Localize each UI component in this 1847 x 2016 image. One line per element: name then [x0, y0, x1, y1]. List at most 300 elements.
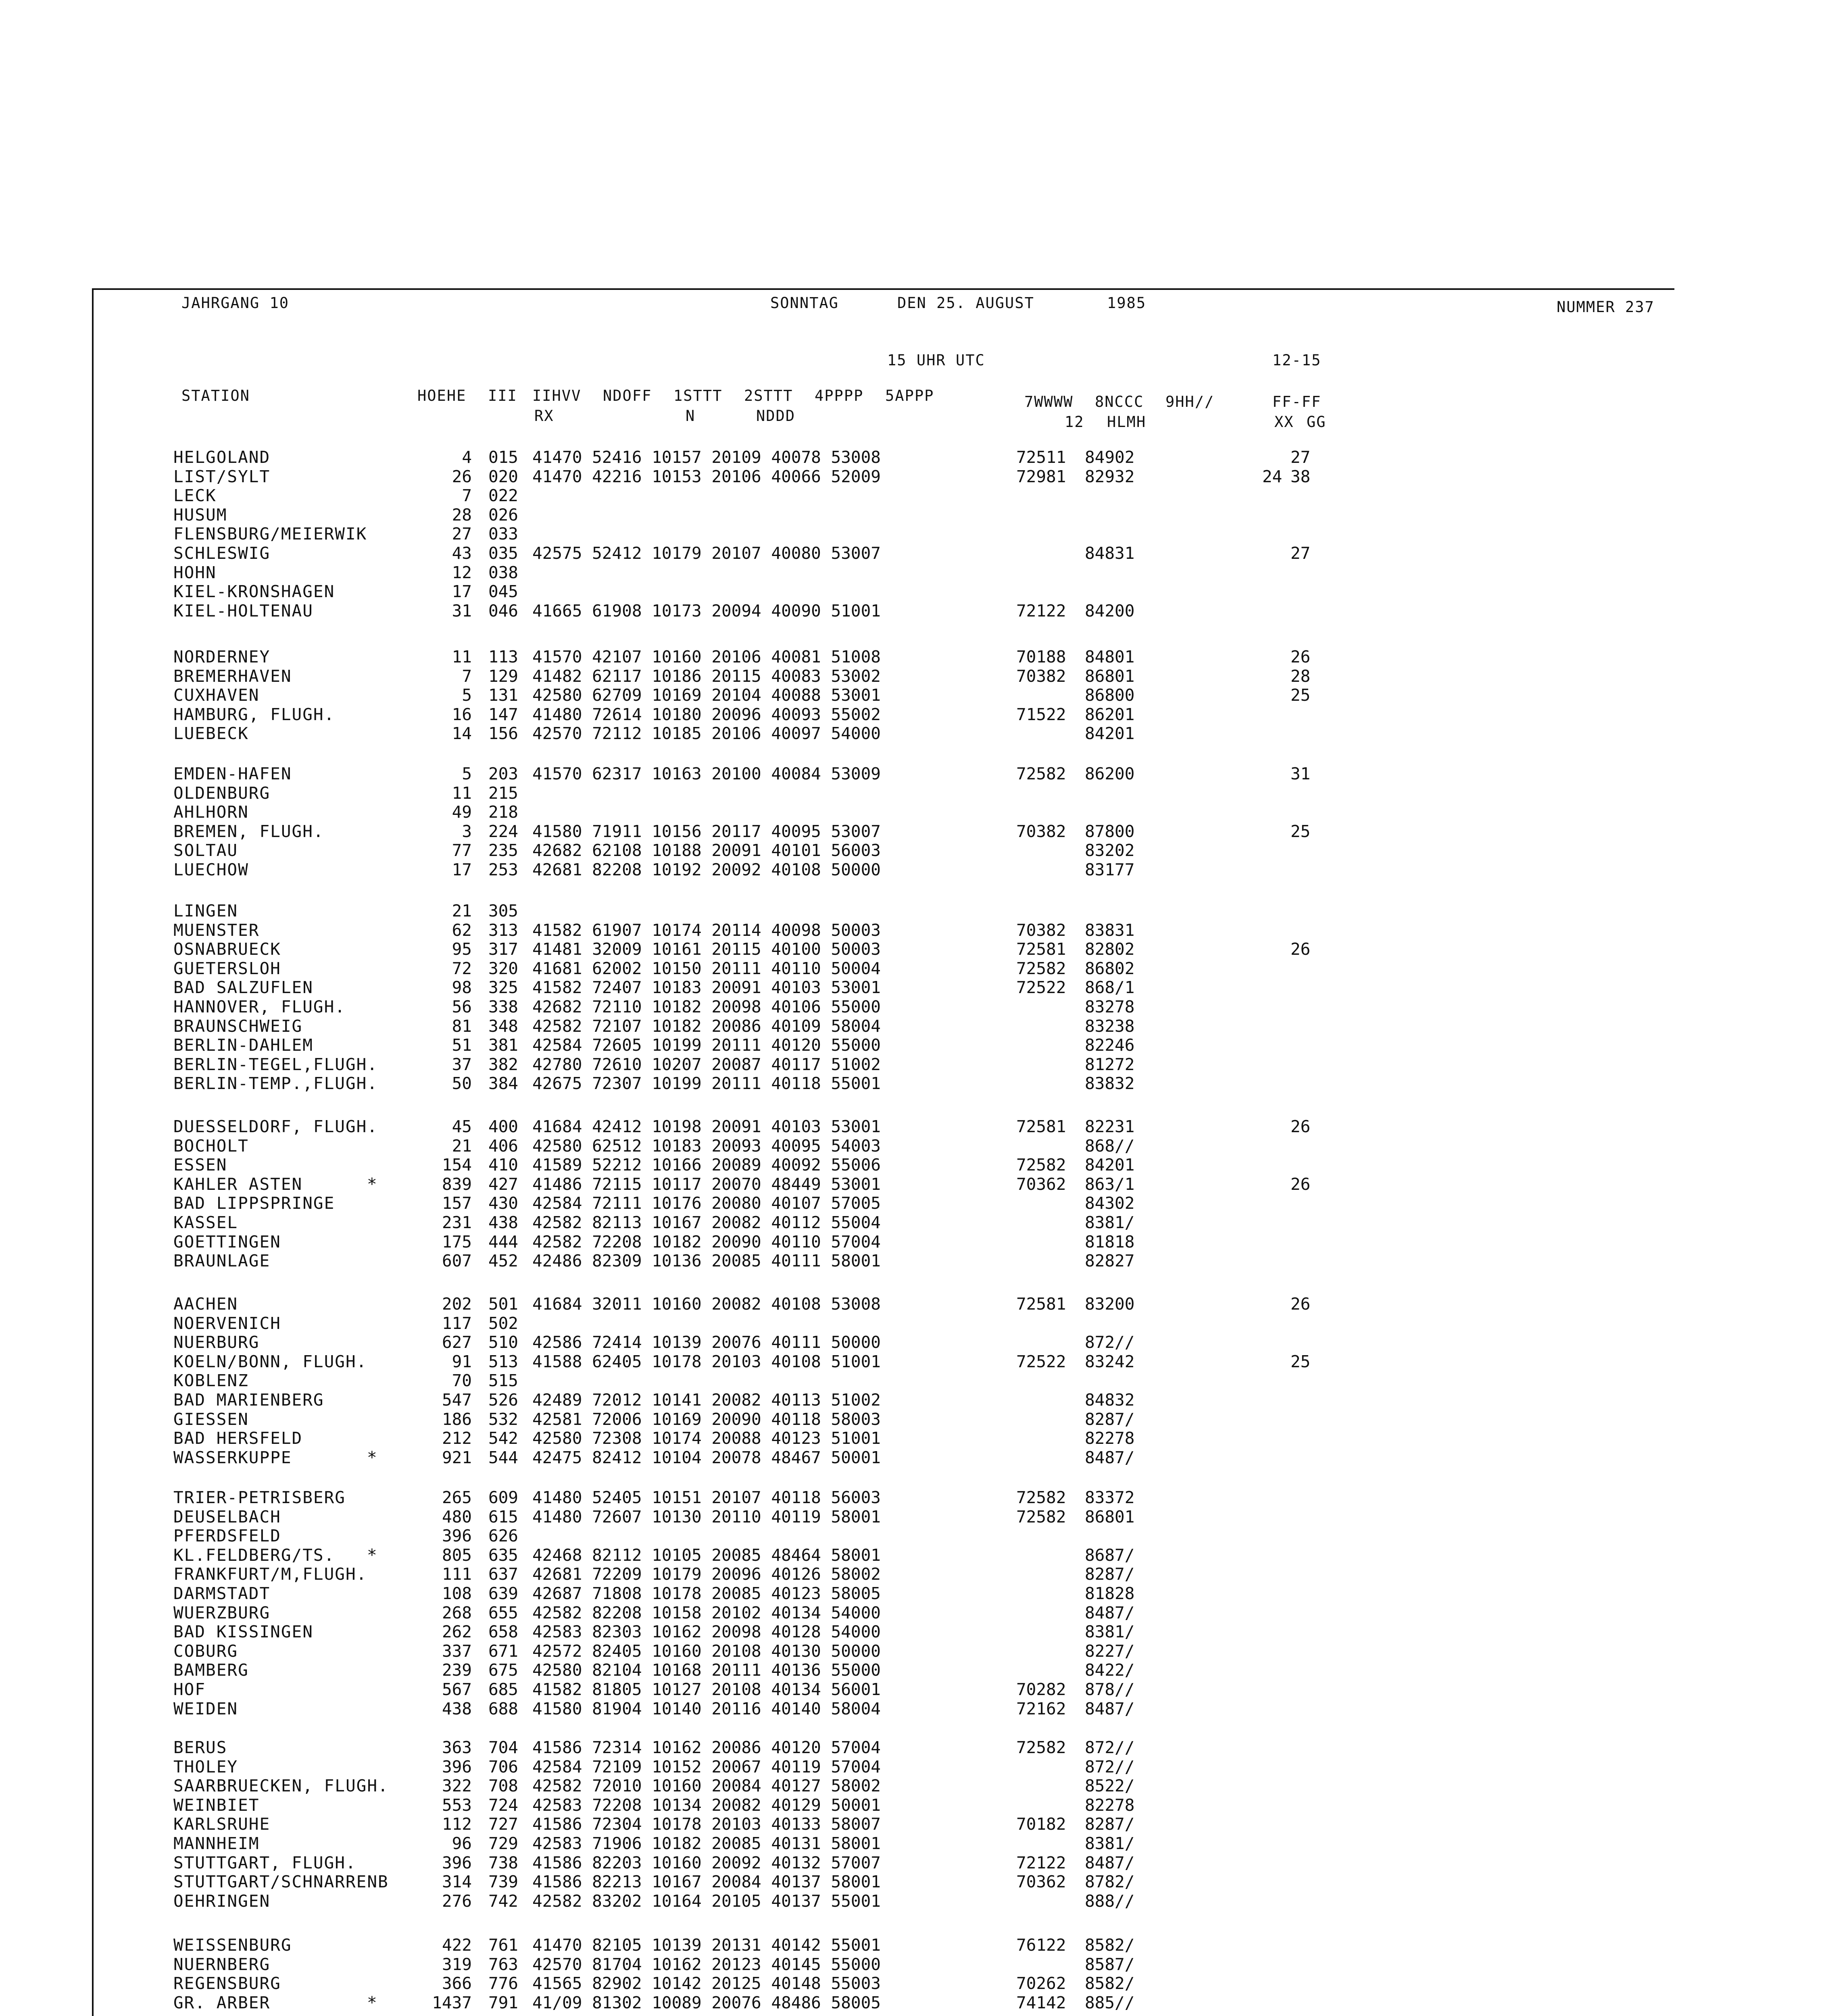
- table-row: [0, 1974, 1452, 1993]
- station-number: 215: [488, 783, 518, 803]
- gust-gg: 27: [1290, 544, 1311, 563]
- table-row: [0, 978, 1452, 997]
- cloud-group: 83278: [1085, 997, 1135, 1016]
- station-name: ESSEN: [173, 1155, 227, 1175]
- weather-group: 72582: [1016, 1155, 1066, 1175]
- synop-groups: 41/09 81302 10089 20076 48486 58005: [532, 1993, 881, 2012]
- synop-groups: 42584 72111 10176 20080 40107 57005: [532, 1193, 881, 1213]
- table-row: [0, 1429, 1452, 1448]
- station-height: 627: [442, 1333, 472, 1352]
- synop-groups: 41570 42107 10160 20106 40081 51008: [532, 647, 881, 666]
- table-row: [0, 1213, 1452, 1232]
- station-height: 239: [442, 1660, 472, 1680]
- table-row: [0, 822, 1452, 841]
- station-name: OEHRINGEN: [173, 1891, 271, 1911]
- synop-groups: 41588 62405 10178 20103 40108 51001: [532, 1352, 881, 1371]
- station-height: 117: [442, 1314, 472, 1333]
- station-height: 157: [442, 1193, 472, 1213]
- station-number: 727: [488, 1814, 518, 1834]
- synop-groups: 41565 82902 10142 20125 40148 55003: [532, 1974, 881, 1993]
- gust-xx: 24: [1262, 467, 1282, 486]
- station-name: KIEL-KRONSHAGEN: [173, 582, 335, 601]
- gust-gg: 25: [1290, 685, 1311, 705]
- station-number: 452: [488, 1251, 518, 1270]
- synop-groups: 41570 62317 10163 20100 40084 53009: [532, 764, 881, 783]
- cloud-group: 82278: [1085, 1795, 1135, 1815]
- weather-group: 71522: [1016, 705, 1066, 724]
- table-row: [0, 1641, 1452, 1661]
- table-row: [0, 1232, 1452, 1252]
- cloud-group: 83242: [1085, 1352, 1135, 1371]
- gust-gg: 25: [1290, 1352, 1311, 1371]
- synop-groups: 42468 82112 10105 20085 48464 58001: [532, 1545, 881, 1565]
- weather-group: 72122: [1016, 601, 1066, 621]
- synop-groups: 42584 72109 10152 20067 40119 57004: [532, 1757, 881, 1776]
- station-number: 317: [488, 939, 518, 959]
- station-height: 96: [452, 1834, 472, 1853]
- station-name: KL.FELDBERG/TS.: [173, 1545, 335, 1565]
- station-number: 637: [488, 1564, 518, 1584]
- weather-group: 72122: [1016, 1853, 1066, 1872]
- station-name: AACHEN: [173, 1294, 238, 1314]
- weather-group: 72581: [1016, 939, 1066, 959]
- station-height: 108: [442, 1584, 472, 1603]
- station-name: OLDENBURG: [173, 783, 271, 803]
- table-row: [0, 860, 1452, 879]
- synop-groups: 42681 72209 10179 20096 40126 58002: [532, 1564, 881, 1584]
- table-row: [0, 959, 1452, 978]
- cloud-group: 8227/: [1085, 1641, 1135, 1661]
- station-height: 607: [442, 1251, 472, 1270]
- synop-groups: 41586 72304 10178 20103 40133 58007: [532, 1814, 881, 1834]
- synop-groups: 42583 71906 10182 20085 40131 58001: [532, 1834, 881, 1853]
- station-number: 253: [488, 860, 518, 879]
- station-name: HAMBURG, FLUGH.: [173, 705, 335, 724]
- col-12: 12: [1065, 413, 1084, 431]
- station-name: KOBLENZ: [173, 1371, 249, 1390]
- synop-groups: 41684 42412 10198 20091 40103 53001: [532, 1117, 881, 1136]
- col-ndoff: NDOFF: [603, 387, 652, 404]
- cloud-group: 82278: [1085, 1429, 1135, 1448]
- col-iii: III: [488, 387, 517, 404]
- station-height: 45: [452, 1117, 472, 1136]
- station-number: 313: [488, 921, 518, 940]
- synop-groups: 41681 62002 10150 20111 40110 50004: [532, 959, 881, 978]
- station-number: 129: [488, 666, 518, 686]
- gust-gg: 26: [1290, 1294, 1311, 1314]
- station-number: 738: [488, 1853, 518, 1872]
- station-height: 839: [442, 1175, 472, 1194]
- station-height: 567: [442, 1680, 472, 1699]
- station-name: OSNABRUECK: [173, 939, 281, 959]
- table-row: [0, 1035, 1452, 1055]
- col-2sttt: 2STTT: [744, 387, 793, 404]
- synop-groups: 41480 72607 10130 20110 40119 58001: [532, 1507, 881, 1527]
- station-name: BAD HERSFELD: [173, 1429, 303, 1448]
- station-number: 658: [488, 1622, 518, 1641]
- station-height: 7: [462, 666, 472, 686]
- station-name: DUESSELDORF, FLUGH.: [173, 1117, 378, 1136]
- station-number: 046: [488, 601, 518, 621]
- station-number: 113: [488, 647, 518, 666]
- table-row: [0, 666, 1452, 686]
- station-height: 231: [442, 1213, 472, 1232]
- station-number: 381: [488, 1035, 518, 1055]
- cloud-group: 8687/: [1085, 1545, 1135, 1565]
- weather-group: 72582: [1016, 764, 1066, 783]
- synop-groups: 41589 52212 10166 20089 40092 55006: [532, 1155, 881, 1175]
- station-number: 147: [488, 705, 518, 724]
- station-height: 43: [452, 544, 472, 563]
- synop-groups: 42675 72307 10199 20111 40118 55001: [532, 1074, 881, 1093]
- station-number: 406: [488, 1136, 518, 1156]
- synop-groups: 41586 72314 10162 20086 40120 57004: [532, 1738, 881, 1757]
- cloud-group: 87800: [1085, 822, 1135, 841]
- table-row: [0, 841, 1452, 860]
- station-height: 17: [452, 582, 472, 601]
- station-name: BOCHOLT: [173, 1136, 249, 1156]
- station-number: 515: [488, 1371, 518, 1390]
- synop-groups: 41580 81904 10140 20116 40140 58004: [532, 1699, 881, 1718]
- station-height: 95: [452, 939, 472, 959]
- weather-group: 72582: [1016, 1738, 1066, 1757]
- station-name: NUERNBERG: [173, 1955, 271, 1974]
- station-number: 704: [488, 1738, 518, 1757]
- synop-groups: 42586 72414 10139 20076 40111 50000: [532, 1333, 881, 1352]
- cloud-group: 86201: [1085, 705, 1135, 724]
- cloud-group: 885//: [1085, 1993, 1135, 2012]
- cloud-group: 8582/: [1085, 1935, 1135, 1955]
- station-name: LINGEN: [173, 901, 238, 921]
- station-number: 400: [488, 1117, 518, 1136]
- cloud-group: 82827: [1085, 1251, 1135, 1270]
- table-row: [0, 1738, 1452, 1757]
- station-height: 396: [442, 1526, 472, 1545]
- cloud-group: 82802: [1085, 939, 1135, 959]
- cloud-group: 81818: [1085, 1232, 1135, 1252]
- station-name: MUENSTER: [173, 921, 260, 940]
- synop-groups: 42583 82303 10162 20098 40128 54000: [532, 1622, 881, 1641]
- table-row: [0, 601, 1452, 621]
- station-number: 038: [488, 563, 518, 582]
- station-height: 547: [442, 1390, 472, 1410]
- station-name: BAMBERG: [173, 1660, 249, 1680]
- station-number: 218: [488, 802, 518, 822]
- station-name: KAHLER ASTEN: [173, 1175, 303, 1194]
- station-height: 363: [442, 1738, 472, 1757]
- synop-groups: 42582 72107 10182 20086 40109 58004: [532, 1016, 881, 1036]
- table-row: [0, 1074, 1452, 1093]
- station-name: LECK: [173, 486, 217, 505]
- station-number: 026: [488, 505, 518, 525]
- cloud-group: 868/1: [1085, 978, 1135, 997]
- table-row: [0, 764, 1452, 783]
- weekday-label: SONNTAG: [770, 294, 839, 312]
- station-height: 62: [452, 921, 472, 940]
- synop-groups: 41582 61907 10174 20114 40098 50003: [532, 921, 881, 940]
- weather-group: 72582: [1016, 1488, 1066, 1507]
- cloud-group: 872//: [1085, 1333, 1135, 1352]
- synop-groups: 42582 72010 10160 20084 40127 58002: [532, 1776, 881, 1795]
- synop-groups: 41586 82213 10167 20084 40137 58001: [532, 1872, 881, 1891]
- station-name: PFERDSFELD: [173, 1526, 281, 1545]
- table-row: [0, 1507, 1452, 1527]
- station-height: 480: [442, 1507, 472, 1527]
- synop-groups: 41470 82105 10139 20131 40142 55001: [532, 1935, 881, 1955]
- table-row: [0, 1891, 1452, 1911]
- synop-groups: 42582 82113 10167 20082 40112 55004: [532, 1213, 881, 1232]
- station-number: 438: [488, 1213, 518, 1232]
- cloud-group: 8287/: [1085, 1410, 1135, 1429]
- weather-group: 70382: [1016, 822, 1066, 841]
- table-row: [0, 1294, 1452, 1314]
- synop-groups: 41684 32011 10160 20082 40108 53008: [532, 1294, 881, 1314]
- cloud-group: 888//: [1085, 1891, 1135, 1911]
- station-name: LUEBECK: [173, 724, 249, 743]
- station-name: NOERVENICH: [173, 1314, 281, 1333]
- col-rx: RX: [534, 407, 554, 425]
- station-number: 156: [488, 724, 518, 743]
- station-name: BERLIN-TEMP.,FLUGH.: [173, 1074, 378, 1093]
- station-height: 31: [452, 601, 472, 621]
- station-height: 805: [442, 1545, 472, 1565]
- weather-group: 70182: [1016, 1814, 1066, 1834]
- table-row: [0, 1410, 1452, 1429]
- table-row: [0, 1251, 1452, 1270]
- station-height: 14: [452, 724, 472, 743]
- station-number: 639: [488, 1584, 518, 1603]
- station-name: BREMEN, FLUGH.: [173, 822, 324, 841]
- col-1sttt: 1STTT: [673, 387, 723, 404]
- synop-groups: 42570 81704 10162 20123 40145 55000: [532, 1955, 881, 1974]
- synop-groups: 42582 83202 10164 20105 40137 55001: [532, 1891, 881, 1911]
- col-n: N: [686, 407, 696, 425]
- station-name: BERLIN-TEGEL,FLUGH.: [173, 1055, 378, 1074]
- cloud-group: 83832: [1085, 1074, 1135, 1093]
- station-name: SAARBRUECKEN, FLUGH.: [173, 1776, 389, 1795]
- table-row: [0, 448, 1452, 467]
- station-name: BAD KISSINGEN: [173, 1622, 313, 1641]
- station-number: 791: [488, 1993, 518, 2012]
- weather-group: 72162: [1016, 1699, 1066, 1718]
- table-row: [0, 1584, 1452, 1603]
- table-row: [0, 1333, 1452, 1352]
- station-height: 77: [452, 841, 472, 860]
- station-number: 444: [488, 1232, 518, 1252]
- station-height: 111: [442, 1564, 472, 1584]
- table-row: [0, 1993, 1452, 2012]
- station-number: 320: [488, 959, 518, 978]
- cloud-group: 8381/: [1085, 1834, 1135, 1853]
- mountain-marker: *: [367, 1545, 377, 1565]
- weather-group: 76122: [1016, 1935, 1066, 1955]
- station-name: FRANKFURT/M,FLUGH.: [173, 1564, 367, 1584]
- weather-group: 70382: [1016, 921, 1066, 940]
- synop-groups: 42682 72110 10182 20098 40106 55000: [532, 997, 881, 1016]
- station-number: 609: [488, 1488, 518, 1507]
- cloud-group: 83177: [1085, 860, 1135, 879]
- table-row: [0, 901, 1452, 921]
- cloud-group: 84831: [1085, 544, 1135, 563]
- station-height: 438: [442, 1699, 472, 1718]
- table-row: [0, 783, 1452, 803]
- station-name: GOETTINGEN: [173, 1232, 281, 1252]
- station-number: 685: [488, 1680, 518, 1699]
- table-row: [0, 1834, 1452, 1853]
- cloud-group: 8582/: [1085, 1974, 1135, 1993]
- station-height: 366: [442, 1974, 472, 1993]
- station-name: HELGOLAND: [173, 448, 271, 467]
- weather-group: 70362: [1016, 1872, 1066, 1891]
- synop-groups: 41480 72614 10180 20096 40093 55002: [532, 705, 881, 724]
- synop-groups: 42582 82208 10158 20102 40134 54000: [532, 1603, 881, 1622]
- cloud-group: 8487/: [1085, 1853, 1135, 1872]
- table-row: [0, 1136, 1452, 1156]
- station-height: 27: [452, 524, 472, 544]
- cloud-group: 8287/: [1085, 1564, 1135, 1584]
- synop-groups: 42580 72308 10174 20088 40123 51001: [532, 1429, 881, 1448]
- cloud-group: 8287/: [1085, 1814, 1135, 1834]
- station-number: 542: [488, 1429, 518, 1448]
- station-height: 422: [442, 1935, 472, 1955]
- weather-group: 72522: [1016, 1352, 1066, 1371]
- synop-groups: 41470 52416 10157 20109 40078 53008: [532, 448, 881, 467]
- table-row: [0, 1526, 1452, 1545]
- table-row: [0, 1488, 1452, 1507]
- station-name: HOHN: [173, 563, 217, 582]
- cloud-group: 86801: [1085, 666, 1135, 686]
- station-height: 50: [452, 1074, 472, 1093]
- gust-gg: 26: [1290, 1117, 1311, 1136]
- station-height: 5: [462, 685, 472, 705]
- station-name: BAD SALZUFLEN: [173, 978, 313, 997]
- cloud-group: 84201: [1085, 724, 1135, 743]
- station-name: WEINBIET: [173, 1795, 260, 1815]
- station-height: 51: [452, 1035, 472, 1055]
- station-height: 921: [442, 1448, 472, 1467]
- synop-groups: 42682 62108 10188 20091 40101 56003: [532, 841, 881, 860]
- station-name: BRAUNLAGE: [173, 1251, 271, 1270]
- weather-group: 70382: [1016, 666, 1066, 686]
- station-number: 131: [488, 685, 518, 705]
- weather-group: 70282: [1016, 1680, 1066, 1699]
- table-row: [0, 1352, 1452, 1371]
- gust-period: 12-15: [1272, 352, 1322, 369]
- station-height: 91: [452, 1352, 472, 1371]
- station-name: NUERBURG: [173, 1333, 260, 1352]
- station-number: 739: [488, 1872, 518, 1891]
- synop-groups: 41582 81805 10127 20108 40134 56001: [532, 1680, 881, 1699]
- station-number: 742: [488, 1891, 518, 1911]
- synop-groups: 42584 72605 10199 20111 40120 55000: [532, 1035, 881, 1055]
- col-iihvv: IIHVV: [532, 387, 582, 404]
- weather-group: 72981: [1016, 467, 1066, 486]
- synop-groups: 42475 82412 10104 20078 48467 50001: [532, 1448, 881, 1467]
- cloud-group: 878//: [1085, 1680, 1135, 1699]
- station-number: 430: [488, 1193, 518, 1213]
- station-name: BERLIN-DAHLEM: [173, 1035, 313, 1055]
- table-row: [0, 467, 1452, 486]
- station-number: 305: [488, 901, 518, 921]
- cloud-group: 8522/: [1085, 1776, 1135, 1795]
- station-number: 033: [488, 524, 518, 544]
- station-name: HANNOVER, FLUGH.: [173, 997, 346, 1016]
- table-row: [0, 1193, 1452, 1213]
- station-name: COBURG: [173, 1641, 238, 1661]
- cloud-group: 84832: [1085, 1390, 1135, 1410]
- synop-groups: 42681 82208 10192 20092 40108 50000: [532, 860, 881, 879]
- station-height: 26: [452, 467, 472, 486]
- station-height: 175: [442, 1232, 472, 1252]
- col-xx: XX: [1274, 413, 1294, 431]
- table-row: [0, 1117, 1452, 1136]
- gust-gg: 26: [1290, 647, 1311, 666]
- synop-groups: 42687 71808 10178 20085 40123 58005: [532, 1584, 881, 1603]
- station-number: 708: [488, 1776, 518, 1795]
- cloud-group: 83202: [1085, 841, 1135, 860]
- cloud-group: 84201: [1085, 1155, 1135, 1175]
- station-name: STUTTGART/SCHNARRENB: [173, 1872, 389, 1891]
- synop-groups: 42583 72208 10134 20082 40129 50001: [532, 1795, 881, 1815]
- station-number: 526: [488, 1390, 518, 1410]
- station-number: 022: [488, 486, 518, 505]
- weather-group: 70262: [1016, 1974, 1066, 1993]
- cloud-group: 872//: [1085, 1738, 1135, 1757]
- station-height: 314: [442, 1872, 472, 1891]
- cloud-group: 863/1: [1085, 1175, 1135, 1194]
- table-row: [0, 1055, 1452, 1074]
- station-height: 37: [452, 1055, 472, 1074]
- col-9hh: 9HH//: [1165, 393, 1215, 410]
- station-number: 338: [488, 997, 518, 1016]
- synop-groups: 42780 72610 10207 20087 40117 51002: [532, 1055, 881, 1074]
- col-8nccc: 8NCCC: [1095, 393, 1144, 410]
- station-number: 020: [488, 467, 518, 486]
- station-height: 262: [442, 1622, 472, 1641]
- synop-groups: 41486 72115 10117 20070 48449 53001: [532, 1175, 881, 1194]
- table-row: [0, 1853, 1452, 1872]
- station-height: 16: [452, 705, 472, 724]
- station-name: DARMSTADT: [173, 1584, 271, 1603]
- station-name: AHLHORN: [173, 802, 249, 822]
- weather-group: 74142: [1016, 1993, 1066, 2012]
- table-row: [0, 582, 1452, 601]
- station-number: 410: [488, 1155, 518, 1175]
- weather-group: 72581: [1016, 1294, 1066, 1314]
- weather-group: 72581: [1016, 1117, 1066, 1136]
- col-station: STATION: [181, 387, 250, 404]
- station-number: 203: [488, 764, 518, 783]
- table-row: [0, 1175, 1452, 1194]
- synop-groups: 42572 82405 10160 20108 40130 50000: [532, 1641, 881, 1661]
- station-name: FLENSBURG/MEIERWIK: [173, 524, 367, 544]
- cloud-group: 872//: [1085, 1757, 1135, 1776]
- station-height: 7: [462, 486, 472, 505]
- synop-groups: 42580 62512 10183 20093 40095 54003: [532, 1136, 881, 1156]
- station-name: HOF: [173, 1680, 206, 1699]
- station-height: 186: [442, 1410, 472, 1429]
- cloud-group: 8422/: [1085, 1660, 1135, 1680]
- table-row: [0, 1660, 1452, 1680]
- synop-groups: 42580 62709 10169 20104 40088 53001: [532, 685, 881, 705]
- station-name: KASSEL: [173, 1213, 238, 1232]
- col-7wwww: 7WWWW: [1024, 393, 1074, 410]
- col-hlmh: HLMH: [1107, 413, 1147, 431]
- station-number: 325: [488, 978, 518, 997]
- table-row: [0, 1699, 1452, 1718]
- synop-groups: 41470 42216 10153 20106 40066 52009: [532, 467, 881, 486]
- station-height: 70: [452, 1371, 472, 1390]
